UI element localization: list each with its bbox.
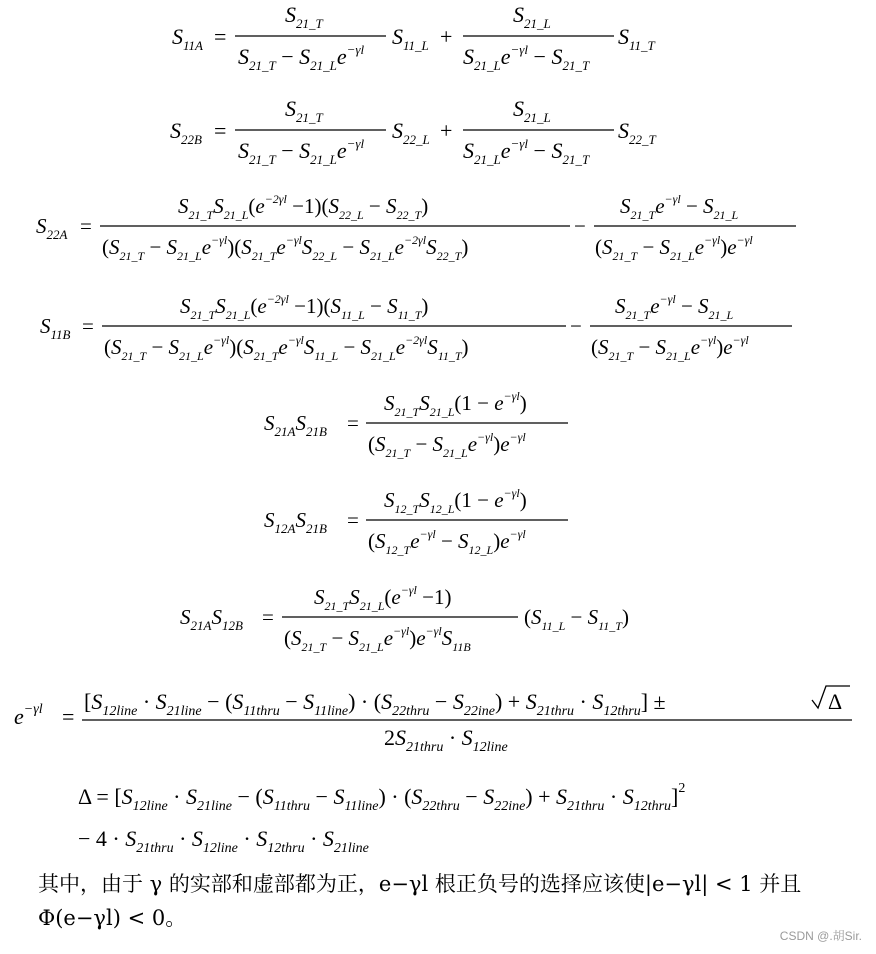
svg-text:S21_T − S21_Le−γl: $S_{21\_T} - S_{21\_L}e^{-\gamma l}$ <box>238 136 365 167</box>
svg-text:S21_Te−γl − S21_L: $S_{21\_T}e^{-\gamma l} - S_{21\_L}$ <box>615 292 734 322</box>
equation-9 <box>78 781 685 856</box>
svg-text:S21_T: $S_{21\_T}$ <box>285 96 323 125</box>
equation-2 <box>170 96 657 167</box>
equation-7 <box>180 583 629 654</box>
svg-text:S22_L: $S_{22\_L}$ <box>392 118 430 147</box>
svg-text:S21_T: $S_{21\_T}$ <box>285 2 323 31</box>
svg-text:S21_TS21_L(e−2γl −1)(S22_L − S: $S_{21\_T}S_{21\_L}(e^{-2\gamma l} -1)(S_{22\_L} - S_{22\_T})$ <box>178 192 429 222</box>
svg-text:S21_T − S21_Le−γl: $S_{21\_T} - S_{21\_L}e^{-\gamma l}$ <box>238 42 365 73</box>
svg-text:S11_T: $S_{11\_T}$ <box>618 24 655 53</box>
svg-text:− 4 · S21thru · S12line · S12t: − $4 \cdot S_{21thru} \cdot S_{12line} \cdot S_{12thru} \cdot S_{21line}$ <box>78 826 369 856</box>
svg-text:S21_TS21_L(e−2γl −1)(S11_L − S: $S_{21\_T}S_{21\_L}(e^{-2\gamma l} -1)(S_{11\_L} - S_{11\_T})$ <box>180 292 429 322</box>
equation-4 <box>40 292 792 363</box>
svg-text:S12AS21B: $S_{12A}S_{21B}$ <box>264 508 327 536</box>
svg-text:=: = <box>262 605 274 629</box>
svg-text:(S12_Te−γl − S12_L)e−γl: $(S_{12\_T}e^{-\gamma l} - S_{12\_L})e^{-\gamma l}$ <box>368 527 526 557</box>
svg-text:=: = <box>82 314 94 338</box>
note-line-2: Φ(e−γl) < 0。 <box>38 906 187 930</box>
svg-text:+: + <box>440 24 453 49</box>
svg-text:(S21_T − S21_Le−γl)e−γl: $(S_{21\_T} - S_{21\_L}e^{-\gamma l})e^{-\gamma l}$ <box>368 430 526 460</box>
svg-text:(S21_T − S21_Le−γl)e−γl: $(S_{21\_T} - S_{21\_L}e^{-\gamma l})e^{-\gamma l}$ <box>591 333 749 363</box>
svg-text:S22_T: $S_{22\_T}$ <box>618 118 656 147</box>
svg-text:S21AS12B: $S_{21A}S_{12B}$ <box>180 605 243 633</box>
svg-text:S11_L: $S_{11\_L}$ <box>392 24 429 53</box>
svg-text:S21AS21B: $S_{21A}S_{21B}$ <box>264 411 327 439</box>
watermark: CSDN @.胡Sir. <box>779 929 862 943</box>
equation-8 <box>14 686 852 755</box>
svg-text:e−γl: $e^{-\gamma l}$ <box>14 702 43 729</box>
svg-text:−: − <box>570 314 582 338</box>
svg-text:=: = <box>214 118 227 143</box>
svg-text:(S11_L − S11_T): $(S_{11\_L} - S_{11\_T})$ <box>524 605 629 633</box>
note-line-1: 其中，由于 γ 的实部和虚部都为正，e−γl 根正负号的选择应该使|e−γl| < 1 并且 <box>38 872 802 896</box>
svg-text:Δ: Δ <box>828 689 843 714</box>
svg-text:S22A: $S_{22A}$ <box>36 214 68 242</box>
svg-text:=: = <box>214 24 227 49</box>
svg-text:S21_Le−γl − S21_T: $S_{21\_L}e^{-\gamma l} - S_{21\_T}$ <box>463 42 590 73</box>
svg-text:=: = <box>347 411 359 435</box>
svg-text:S21_L: $S_{21\_L}$ <box>513 96 551 125</box>
svg-text:S21_L: $S_{21\_L}$ <box>513 2 551 31</box>
svg-text:2S21thru · S12line: $2S_{21thru} \cdot S_{12line}$ <box>384 725 508 755</box>
svg-text:+: + <box>440 118 453 143</box>
svg-text:=: = <box>62 704 75 729</box>
svg-text:S11A: $S_{11A}$ <box>172 24 203 53</box>
svg-text:S11B: $S_{11B}$ <box>40 314 71 342</box>
svg-text:(S21_T − S21_Le−γl)e−γl: $(S_{21\_T} - S_{21\_L}e^{-\gamma l})e^{-\gamma l}$ <box>595 233 753 263</box>
svg-text:S21_TS21_L(e−γl −1): $S_{21\_T}S_{21\_L}(e^{-\gamma l} -1)$ <box>314 583 452 613</box>
svg-text:(S21_T − S21_Le−γl)(S21_Te−γlS: $(S_{21\_T} - S_{21\_L}e^{-\gamma l})(S_{21\_T}e^{-\gamma l}S_{22\_L} - S_{21\_L}e^{-2\gamma l}S_{22\_T})$ <box>102 233 469 263</box>
svg-text:[S12line · S21line − (S11thru: $[S_{12line} \cdot S_{21line} - (S_{11thru} - S_{11line}) \cdot (S_{22thru} - S_{22ine}) + S_{21thru} \cdot S_{12thru}]$ ± <box>84 689 666 719</box>
svg-text:S21_Te−γl − S21_L: $S_{21\_T}e^{-\gamma l} - S_{21\_L}$ <box>620 192 739 222</box>
svg-text:Δ = [S12line · S21line − (S11t: $\Delta = [S_{12line} \cdot S_{21line} - (S_{11thru} - S_{11line}) \cdot (S_{22thru} - S_{22ine}) + S_{21thru} \cdot S_{12thru}]^2$ <box>78 781 686 814</box>
equation-1 <box>172 2 656 73</box>
svg-text:−: − <box>574 214 586 238</box>
equation-3 <box>36 192 796 263</box>
svg-text:(S21_T − S21_Le−γl)(S21_Te−γlS: $(S_{21\_T} - S_{21\_L}e^{-\gamma l})(S_{21\_T}e^{-\gamma l}S_{11\_L} - S_{21\_L}e^{-2\gamma l}S_{11\_T})$ <box>104 333 469 363</box>
svg-text:S12_TS12_L(1 − e−γl): $S_{12\_T}S_{12\_L}(1 - e^{-\gamma l})$ <box>384 486 527 516</box>
svg-text:(S21_T − S21_Le−γl)e−γlS11B: $(S_{21\_T} - S_{21\_L}e^{-\gamma l})e^{-\gamma l}S_{11B}$ <box>284 624 471 654</box>
svg-text:S22B: $S_{22B}$ <box>170 118 202 147</box>
equation-5 <box>264 389 568 460</box>
svg-text:S21_Le−γl − S21_T: $S_{21\_L}e^{-\gamma l} - S_{21\_T}$ <box>463 136 590 167</box>
equation-6 <box>264 486 568 557</box>
svg-text:S21_TS21_L(1 − e−γl): $S_{21\_T}S_{21\_L}(1 - e^{-\gamma l})$ <box>384 389 527 419</box>
svg-text:=: = <box>80 214 92 238</box>
svg-text:=: = <box>347 508 359 532</box>
